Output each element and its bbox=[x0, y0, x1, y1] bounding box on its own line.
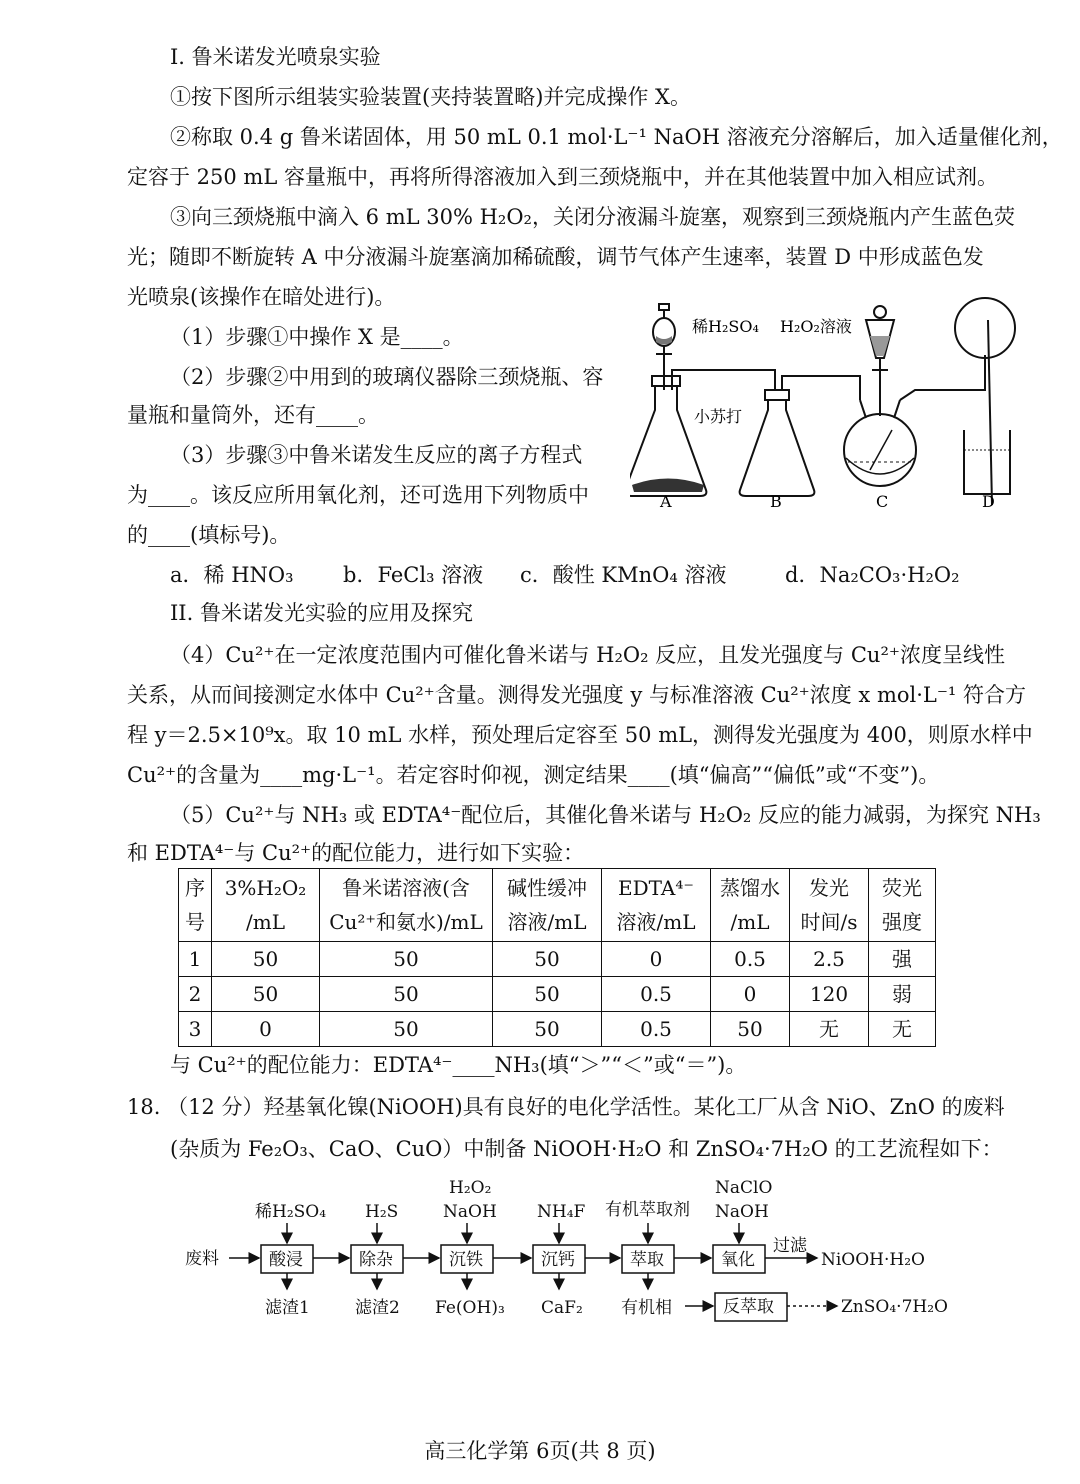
table-header: 序 号 bbox=[179, 869, 212, 942]
label-A: A bbox=[660, 492, 672, 511]
residue-1: 滤渣1 bbox=[265, 1298, 310, 1318]
label-hydrogen-peroxide: H₂O₂溶液 bbox=[780, 317, 852, 336]
table-cell: 0 bbox=[711, 977, 790, 1012]
experiment-table bbox=[178, 868, 936, 1047]
flow-start: 废料 bbox=[185, 1249, 219, 1269]
table-cell: 50 bbox=[493, 942, 602, 977]
label-dilute-sulfuric-acid: 稀H₂SO₄ bbox=[692, 317, 759, 336]
table-cell: 50 bbox=[212, 977, 320, 1012]
flow-step-impurity-removal: 除杂 bbox=[359, 1250, 393, 1270]
residue-3: Fe(OH)₃ bbox=[435, 1298, 505, 1318]
reagent-6b: NaOH bbox=[715, 1202, 769, 1222]
flow-step-extraction: 萃取 bbox=[630, 1250, 664, 1270]
reagent-1: 稀H₂SO₄ bbox=[255, 1202, 327, 1222]
table-header: 3%H₂O₂ /mL bbox=[212, 869, 320, 942]
flow-step-oxidation: 氧化 bbox=[721, 1250, 755, 1270]
label-baking-soda: 小苏打 bbox=[694, 407, 743, 426]
table-cell: 50 bbox=[320, 977, 493, 1012]
table-cell: 0.5 bbox=[711, 942, 790, 977]
table-row bbox=[179, 1012, 936, 1047]
question-2-a: （2）步骤②中用到的玻璃仪器除三颈烧瓶、容 bbox=[170, 365, 604, 389]
product-znso4: ZnSO₄·7H₂O bbox=[841, 1297, 948, 1317]
option-c: c．酸性 KMnO₄ 溶液 bbox=[520, 563, 727, 587]
table-header: 鲁米诺溶液(含 Cu²⁺和氨水)/mL bbox=[320, 869, 493, 942]
table-cell: 3 bbox=[179, 1012, 212, 1047]
question-4-d: Cu²⁺的含量为____mg·L⁻¹。若定容时仰视，测定结果____(填“偏高”“偏低”或“不变”)。 bbox=[127, 763, 940, 787]
table-cell: 50 bbox=[711, 1012, 790, 1047]
table-cell: 0.5 bbox=[602, 977, 711, 1012]
table-header: 发光 时间/s bbox=[790, 869, 869, 942]
question-18-line1: 18. （12 分）羟基氧化镍(NiOOH)具有良好的电化学活性。某化工厂从含 NiO、ZnO 的废料 bbox=[127, 1095, 1005, 1119]
residue-4: CaF₂ bbox=[541, 1298, 583, 1318]
step2-text-b: 定容于 250 mL 容量瓶中，再将所得溶液加入到三颈烧瓶中，并在其他装置中加入相应试剂。 bbox=[127, 165, 998, 189]
flow-step-iron-precipitation: 沉铁 bbox=[449, 1250, 483, 1270]
question-5-c: 与 Cu²⁺的配位能力：EDTA⁴⁻____NH₃(填“＞”“＜”或“＝”)。 bbox=[170, 1053, 747, 1077]
question-18-line2: (杂质为 Fe₂O₃、CaO、CuO）中制备 NiOOH·H₂O 和 ZnSO₄·7H₂O 的工艺流程如下： bbox=[170, 1137, 1003, 1161]
step3-text-b: 光；随即不断旋转 A 中分液漏斗旋塞滴加稀硫酸，调节气体产生速率，装置 D 中形成蓝色发 bbox=[127, 245, 984, 269]
reagent-3b: NaOH bbox=[443, 1202, 497, 1222]
table-cell: 无 bbox=[869, 1012, 936, 1047]
step3-text-c: 光喷泉(该操作在暗处进行)。 bbox=[127, 285, 396, 309]
product-niooh: NiOOH·H₂O bbox=[821, 1250, 925, 1270]
reagent-2: H₂S bbox=[365, 1202, 399, 1222]
flow-step-back-extraction: 反萃取 bbox=[723, 1297, 774, 1317]
question-3-a: （3）步骤③中鲁米诺发生反应的离子方程式 bbox=[170, 443, 583, 467]
table-cell: 50 bbox=[320, 942, 493, 977]
table-header: 蒸馏水 /mL bbox=[711, 869, 790, 942]
table-cell: 50 bbox=[212, 942, 320, 977]
option-b: b．FeCl₃ 溶液 bbox=[343, 563, 484, 587]
table-header: EDTA⁴⁻ 溶液/mL bbox=[602, 869, 711, 942]
part1-title: I. 鲁米诺发光喷泉实验 bbox=[170, 45, 381, 69]
reagent-4: NH₄F bbox=[537, 1202, 586, 1222]
question-4-b: 关系，从而间接测定水体中 Cu²⁺含量。测得发光强度 y 与标准溶液 Cu²⁺浓度 x mol·L⁻¹ 符合方 bbox=[127, 683, 1027, 707]
table-cell: 强 bbox=[869, 942, 936, 977]
question-3-c: 的____(填标号)。 bbox=[127, 523, 291, 547]
flow-step-calcium-precipitation: 沉钙 bbox=[541, 1250, 575, 1270]
label-D: D bbox=[982, 492, 995, 511]
question-5-b: 和 EDTA⁴⁻与 Cu²⁺的配位能力，进行如下实验： bbox=[127, 841, 585, 865]
table-cell: 50 bbox=[493, 977, 602, 1012]
table-cell: 50 bbox=[320, 1012, 493, 1047]
table-cell: 1 bbox=[179, 942, 212, 977]
option-a: a．稀 HNO₃ bbox=[170, 563, 294, 587]
filter-label: 过滤 bbox=[773, 1236, 807, 1256]
table-cell: 2 bbox=[179, 977, 212, 1012]
label-C: C bbox=[876, 492, 889, 511]
reagent-5: 有机萃取剂 bbox=[605, 1200, 690, 1220]
table-cell: 0 bbox=[212, 1012, 320, 1047]
residue-5: 有机相 bbox=[621, 1298, 672, 1318]
step2-text-a: ②称取 0.4 g 鲁米诺固体，用 50 mL 0.1 mol·L⁻¹ NaOH 溶液充分溶解后，加入适量催化剂， bbox=[170, 125, 1063, 149]
process-flow-diagram bbox=[185, 1175, 985, 1325]
question-2-b: 量瓶和量筒外，还有____。 bbox=[127, 403, 379, 427]
apparatus-diagram bbox=[630, 290, 1020, 515]
step1-text: ①按下图所示组装实验装置(夹持装置略)并完成操作 X。 bbox=[170, 85, 692, 109]
page-footer: 高三化学第 6页(共 8 页) bbox=[424, 1439, 656, 1463]
table-header: 荧光 强度 bbox=[869, 869, 936, 942]
table-cell: 0 bbox=[602, 942, 711, 977]
table-cell: 0.5 bbox=[602, 1012, 711, 1047]
table-row bbox=[179, 977, 936, 1012]
question-4-a: （4）Cu²⁺在一定浓度范围内可催化鲁米诺与 H₂O₂ 反应，且发光强度与 Cu²⁺浓度呈线性 bbox=[170, 643, 1005, 667]
question-1: （1）步骤①中操作 X 是____。 bbox=[170, 325, 464, 349]
option-d: d．Na₂CO₃·H₂O₂ bbox=[785, 563, 960, 587]
table-cell: 50 bbox=[493, 1012, 602, 1047]
question-4-c: 程 y＝2.5×10⁹x。取 10 mL 水样，预处理后定容至 50 mL，测得发光强度为 400，则原水样中 bbox=[127, 723, 1033, 747]
residue-2: 滤渣2 bbox=[355, 1298, 400, 1318]
reagent-3a: H₂O₂ bbox=[449, 1178, 492, 1198]
reagent-6a: NaClO bbox=[715, 1178, 773, 1198]
question-5-a: （5）Cu²⁺与 NH₃ 或 EDTA⁴⁻配位后，其催化鲁米诺与 H₂O₂ 反应的能力减弱，为探究 NH₃ bbox=[170, 803, 1041, 827]
table-row bbox=[179, 942, 936, 977]
table-cell: 无 bbox=[790, 1012, 869, 1047]
table-cell: 2.5 bbox=[790, 942, 869, 977]
label-B: B bbox=[770, 492, 782, 511]
question-3-b: 为____。该反应所用氧化剂，还可选用下列物质中 bbox=[127, 483, 589, 507]
table-cell: 120 bbox=[790, 977, 869, 1012]
table-cell: 弱 bbox=[869, 977, 936, 1012]
part2-title: II. 鲁米诺发光实验的应用及探究 bbox=[170, 601, 473, 625]
flow-step-acid-leach: 酸浸 bbox=[269, 1250, 303, 1270]
step3-text-a: ③向三颈烧瓶中滴入 6 mL 30% H₂O₂，关闭分液漏斗旋塞，观察到三颈烧瓶内产生蓝色荧 bbox=[170, 205, 1015, 229]
table-header-row bbox=[179, 869, 936, 942]
table-header: 碱性缓冲 溶液/mL bbox=[493, 869, 602, 942]
